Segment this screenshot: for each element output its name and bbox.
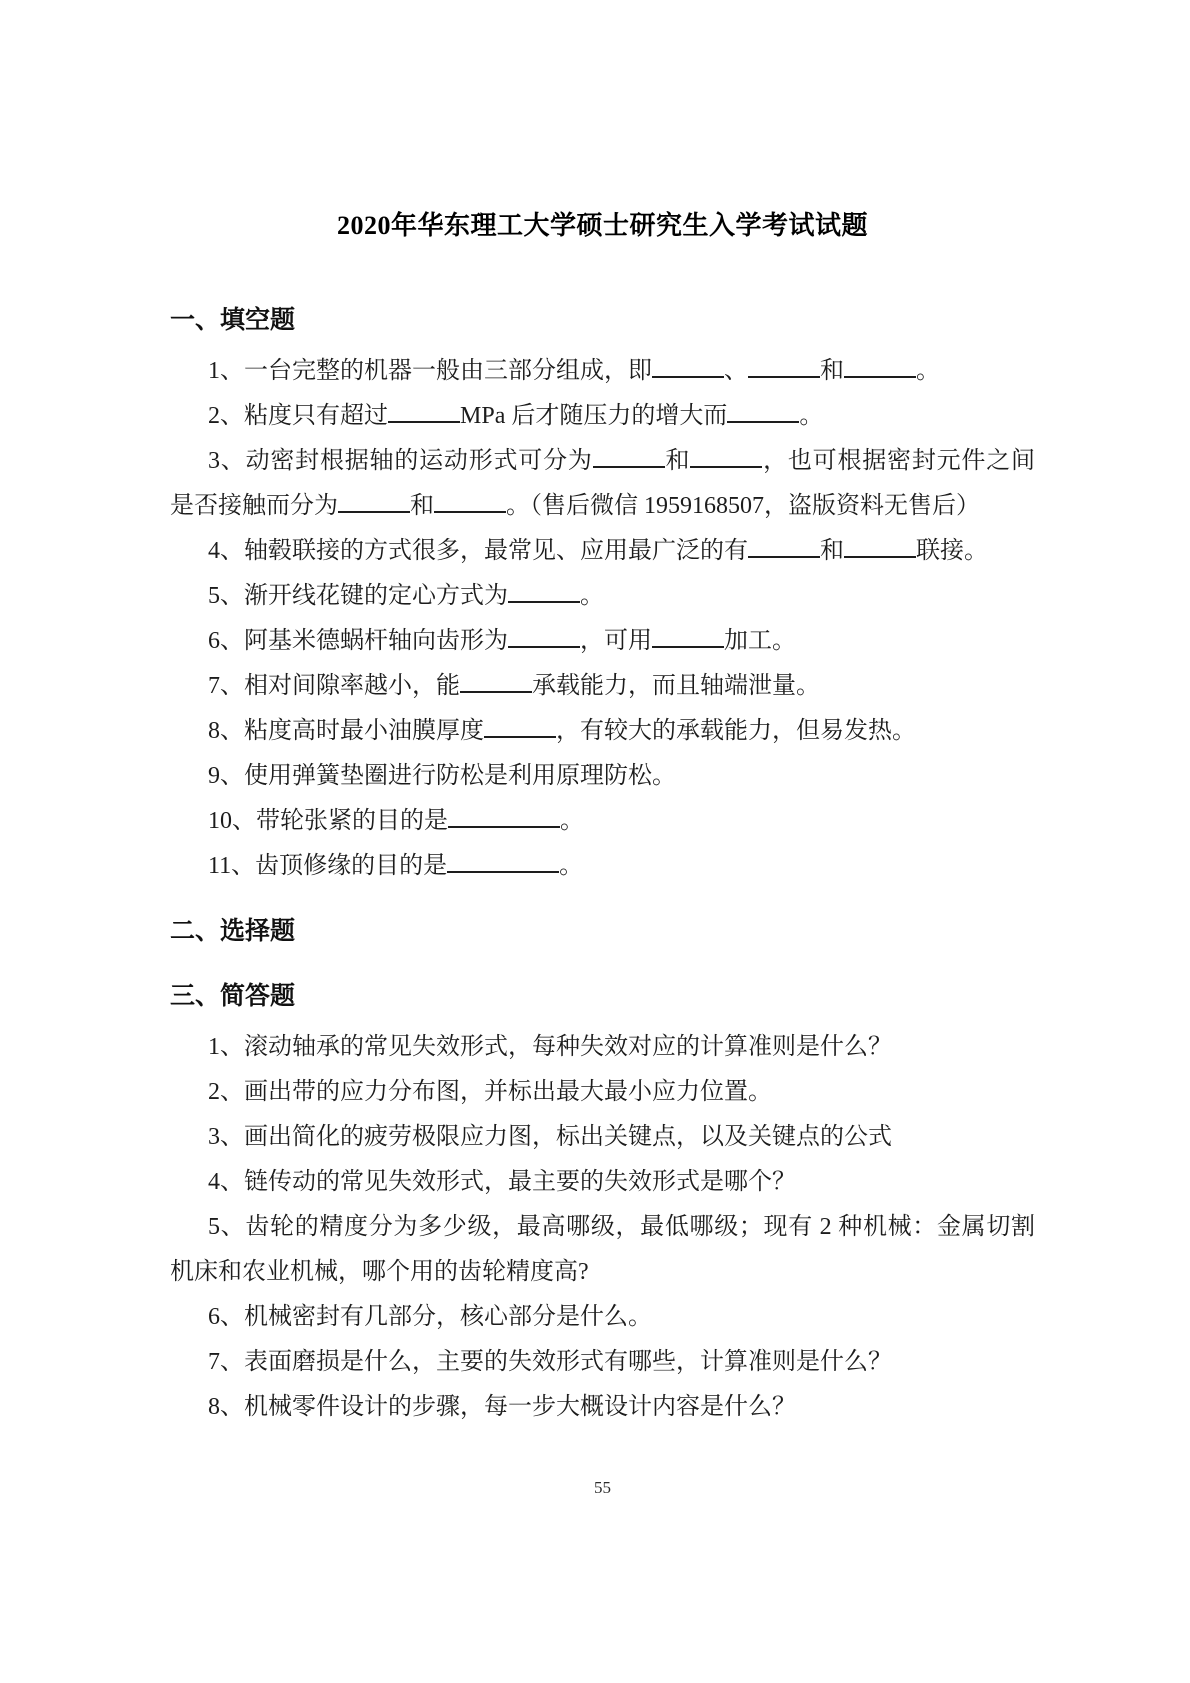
- question-list-fill-in-blanks: [170, 349, 1035, 889]
- question-text: 10、带轮张紧的目的是 。: [170, 799, 1035, 844]
- question-text: 2、粘度只有超过 MPa 后才随压力的增大而 。: [170, 394, 1035, 439]
- question-text: 11、齿顶修缘的目的是 。: [170, 844, 1035, 889]
- answer-blank: [508, 624, 580, 648]
- question-text: 6、阿基米德蜗杆轴向齿形为 ，可用 加工。: [170, 619, 1035, 664]
- answer-blank: [447, 849, 559, 873]
- question-text: 3、动密封根据轴的运动形式可分为 和 ，也可根据密封元件之间是否接触而分为 和 。（售后微信 1959168507，盗版资料无售后）: [170, 439, 1035, 529]
- question-text: 8、机械零件设计的步骤，每一步大概设计内容是什么？: [208, 1394, 796, 1420]
- answer-blank: [593, 444, 665, 468]
- answer-blank: [388, 399, 460, 423]
- question-text: 7、相对间隙率越小，能 承载能力，而且轴端泄量。: [170, 664, 1035, 709]
- answer-blank: [448, 804, 560, 828]
- answer-blank: [434, 489, 506, 513]
- section-heading-short-answer: 三、简答题: [170, 983, 296, 1010]
- section-multiple-choice: [170, 909, 1035, 954]
- answer-blank: [652, 354, 724, 378]
- section-heading-fill-in-blanks: 一、填空题: [170, 307, 296, 334]
- answer-blank: [844, 534, 916, 558]
- answer-blank: [748, 534, 820, 558]
- section-short-answer: [170, 974, 1035, 1430]
- question-text: 6、机械密封有几部分，核心部分是什么。: [208, 1304, 652, 1330]
- question-text: 5、齿轮的精度分为多少级，最高哪级，最低哪级；现有 2 种机械：金属切割机床和农业机械，哪个用的齿轮精度高?: [170, 1214, 1035, 1285]
- page-title: 2020年华东理工大学硕士研究生入学考试试题: [336, 211, 868, 240]
- question-text: 8、粘度高时最小油膜厚度 ，有较大的承载能力，但易发热。: [170, 709, 1035, 754]
- answer-blank: [484, 714, 556, 738]
- section-heading-multiple-choice: 二、选择题: [170, 918, 296, 945]
- question-text: 5、渐开线花键的定心方式为 。: [170, 574, 1035, 619]
- answer-blank: [844, 354, 916, 378]
- section-fill-in-blanks: [170, 298, 1035, 889]
- answer-blank: [652, 624, 724, 648]
- answer-blank: [748, 354, 820, 378]
- question-text: 1、滚动轴承的常见失效形式，每种失效对应的计算准则是什么？: [208, 1034, 892, 1060]
- answer-blank: [338, 489, 410, 513]
- answer-blank: [508, 579, 580, 603]
- answer-blank: [460, 669, 532, 693]
- exam-body: [170, 298, 1035, 1430]
- question-text: 4、轴毂联接的方式很多，最常见、应用最广泛的有 和 联接。: [170, 529, 1035, 574]
- question-text: 2、画出带的应力分布图，并标出最大最小应力位置。: [208, 1079, 772, 1105]
- question-list-short-answer: [170, 1025, 1035, 1430]
- question-text: 1、一台完整的机器一般由三部分组成，即 、 和 。: [170, 349, 1035, 394]
- answer-blank: [727, 399, 799, 423]
- question-text: 9、使用弹簧垫圈进行防松是利用原理防松。: [208, 763, 676, 789]
- question-text: 3、画出简化的疲劳极限应力图，标出关键点，以及关键点的公式: [208, 1124, 892, 1150]
- question-text: 4、链传动的常见失效形式，最主要的失效形式是哪个？: [208, 1169, 796, 1195]
- page-number: 55: [594, 1478, 611, 1497]
- answer-blank: [690, 444, 762, 468]
- question-text: 7、表面磨损是什么，主要的失效形式有哪些，计算准则是什么？: [208, 1349, 892, 1375]
